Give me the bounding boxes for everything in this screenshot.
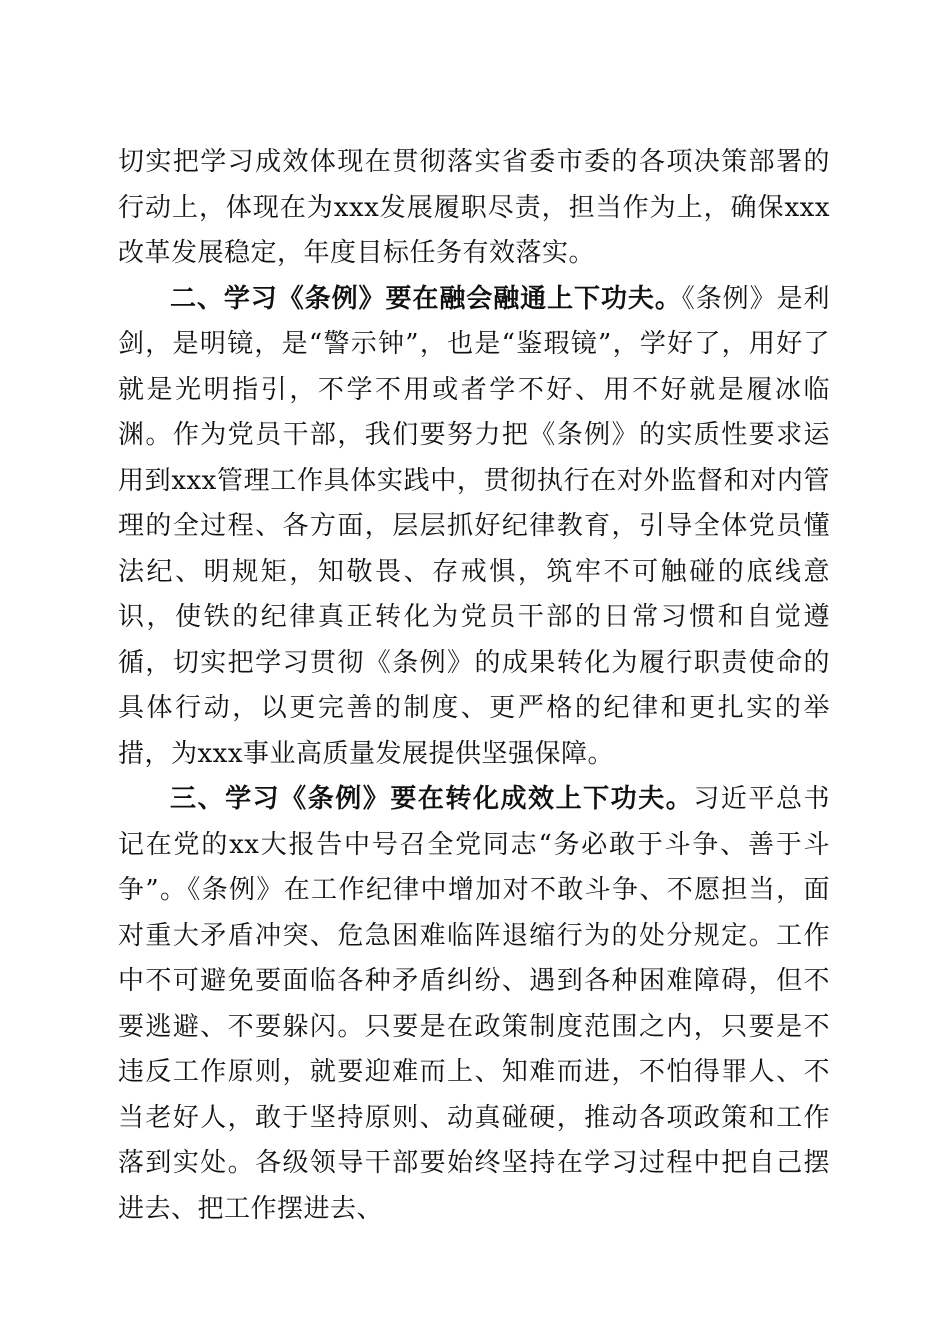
section-heading: 三、学习《条例》要在转化成效上下功夫。: [170, 784, 694, 814]
section-heading: 二、学习《条例》要在融会融通上下功夫。: [170, 283, 682, 314]
paragraph-continuation: [118, 140, 830, 277]
paragraph-text: 《条例》是利剑，是明镜，是“警示钟”，也是“鉴瑕镜”，学好了，用好了就是光明指引，不学不用或者学不好、用不好就是履冰临渊。作为党员干部，我们要努力把《条例》的实质性要求运用到xxx管理工作具体实践中，贯彻执行在对外监督和对内管理的全过程、各方面，层层抓好纪律教育，引导全体党员懂法纪、明规矩，知敬畏、存戒惧，筑牢不可触碰的底线意识，使铁的纪律真正转化为党员干部的日常习惯和自觉遵循，切实把学习贯彻《条例》的成果转化为履行职责使命的具体行动，以更完善的制度、更严格的纪律和更扎实的举措，为xxx事业高质量发展提供坚强保障。: [118, 283, 830, 769]
document-page: [118, 140, 830, 1232]
paragraph-text: 切实把学习成效体现在贯彻落实省委市委的各项决策部署的行动上，体现在为xxx发展履职尽责，担当作为上，确保xxx改革发展稳定，年度目标任务有效落实。: [118, 147, 830, 268]
paragraph-section-two: [118, 277, 830, 778]
paragraph-section-three: [118, 777, 830, 1232]
paragraph-text: 习近平总书记在党的xx大报告中号召全党同志“务必敢于斗争、善于斗争”。《条例》在工作纪律中增加对不敢斗争、不愿担当，面对重大矛盾冲突、危急困难临阵退缩行为的处分规定。工作中不可避免要面临各种矛盾纠纷、遇到各种困难障碍，但不要逃避、不要躲闪。只要是在政策制度范围之内，只要是不违反工作原则，就要迎难而上、知难而进，不怕得罪人、不当老好人，敢于坚持原则、动真碰硬，推动各项政策和工作落到实处。各级领导干部要始终坚持在学习过程中把自己摆进去、把工作摆进去、: [118, 784, 830, 1224]
